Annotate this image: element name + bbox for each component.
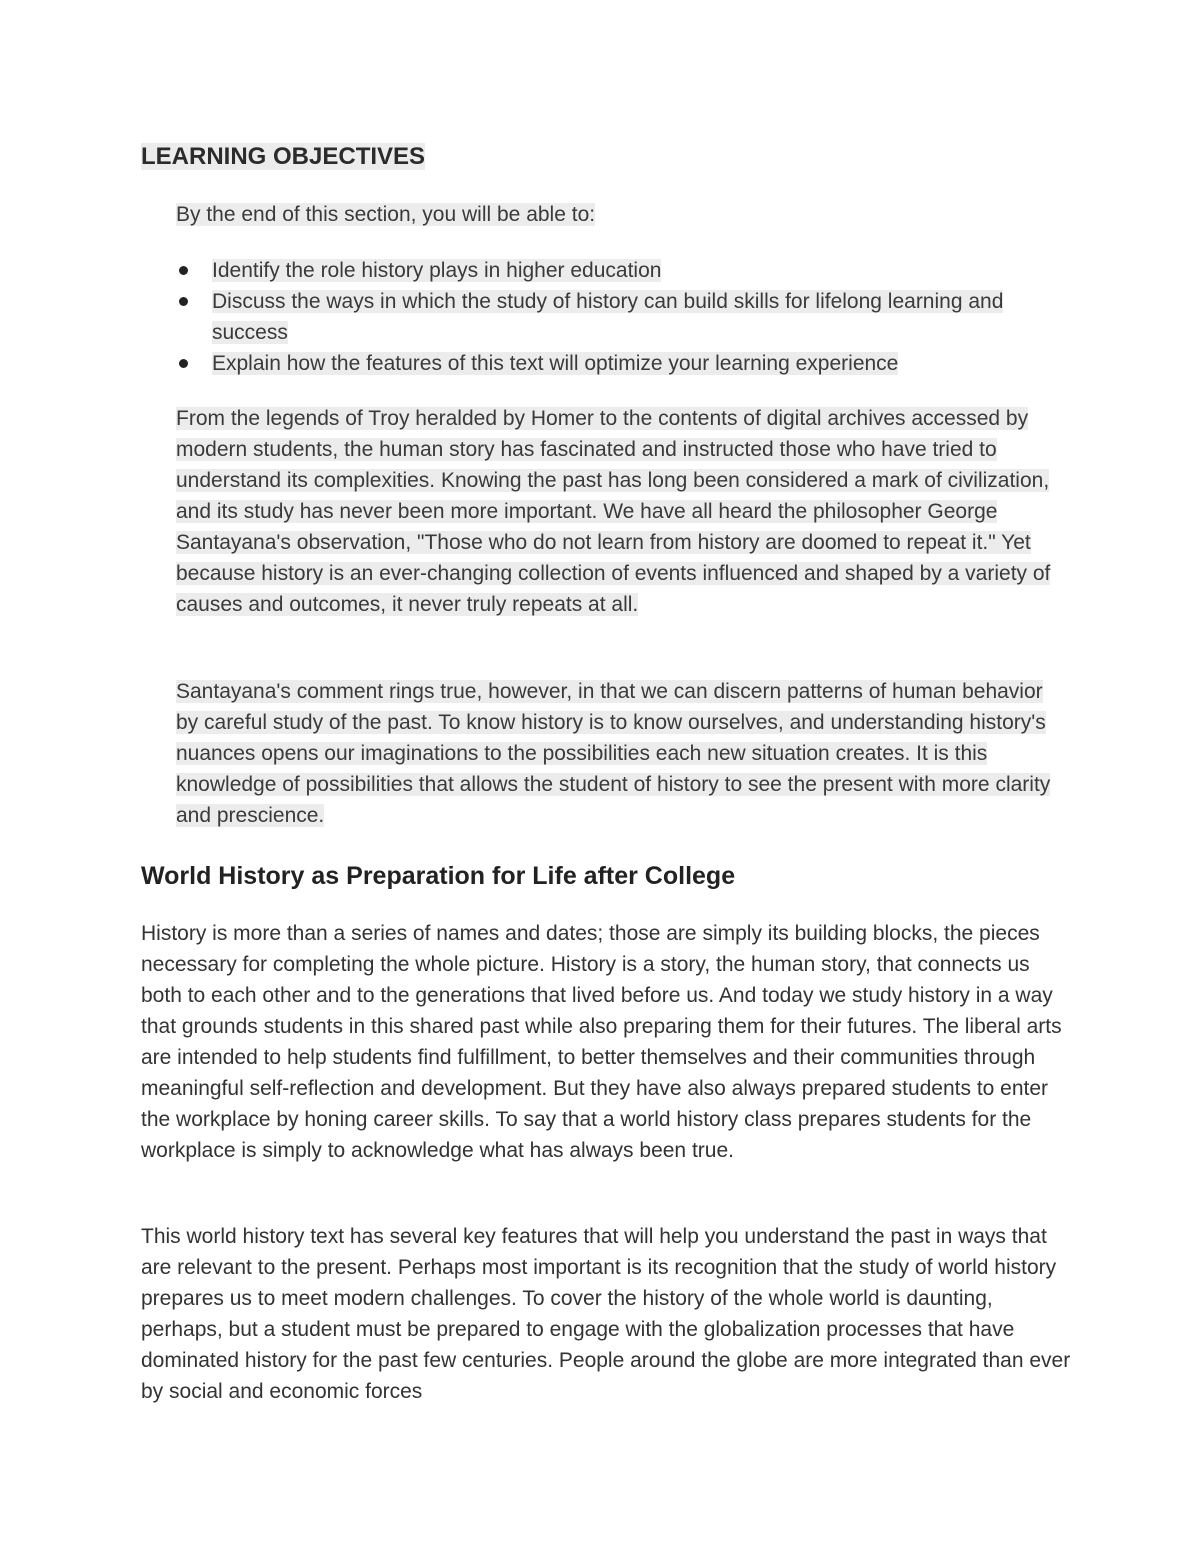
intro-paragraph: From the legends of Troy heralded by Homer to the contents of digital archives accessed by modern students, the human story has fascinated and instructed those who have tried to understand its complexities. Knowing the past has long been considered a mark of civilization, and its study has never been more important. We have all heard the philosopher George Santayana's observation, "Those who do not learn from history are doomed to repeat it." Yet because history is an ever-changing collection of events influenced and shaped by a variety of causes and outcomes, it never truly repeats at all. (176, 407, 1051, 616)
bullet-icon (179, 297, 188, 306)
intro-paragraph: Santayana's comment rings true, however, in that we can discern patterns of human behavior by careful study of the past. To know history is to know ourselves, and understanding history's nuances opens our imaginations to the possibilities each new situation creates. It is this knowledge of possibilities that allows the student of history to see the present with more clarity and prescience. (176, 680, 1051, 827)
bullet-icon (179, 359, 188, 368)
learning-objectives-heading: LEARNING OBJECTIVES (141, 143, 426, 170)
objectives-intro: By the end of this section, you will be able to: (176, 203, 596, 226)
objectives-list (176, 255, 1066, 379)
body-paragraph: This world history text has several key features that will help you understand the past in ways that are relevant to the present. Perhaps most important is its recognition that the study of world history prepares us to meet modern challenges. To cover the history of the whole world is daunting, perhaps, but a student must be prepared to engage with the globalization processes that have dominated history for the past few centuries. People around the globe are more integrated than ever by social and economic forces (141, 1225, 1071, 1403)
list-item: Explain how the features of this text will optimize your learning experience (176, 348, 1066, 379)
list-item: Discuss the ways in which the study of history can build skills for lifelong learning and success (176, 286, 1066, 348)
list-item: Identify the role history plays in higher education (176, 255, 1066, 286)
bullet-icon (179, 266, 188, 275)
body-paragraph: History is more than a series of names and dates; those are simply its building blocks, the pieces necessary for completing the whole picture. History is a story, the human story, that connects us both to each other and to the generations that lived before us. And today we study history in a way that grounds students in this shared past while also preparing them for their futures. The liberal arts are intended to help students find fulfillment, to better themselves and their communities through meaningful self-reflection and development. But they have also always prepared students to enter the workplace by honing career skills. To say that a world history class prepares students for the workplace is simply to acknowledge what has always been true. (141, 922, 1062, 1162)
section-heading: World History as Preparation for Life after College (141, 862, 736, 890)
